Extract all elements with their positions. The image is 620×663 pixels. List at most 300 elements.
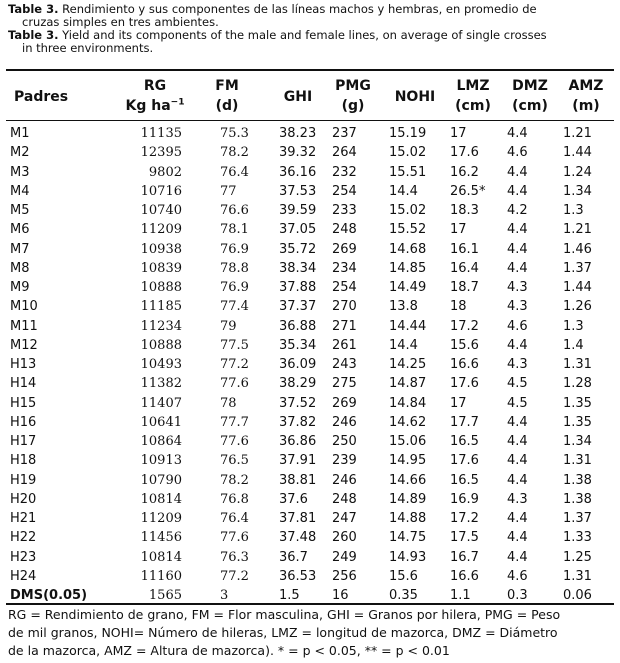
cell-dmz: 4.5 (507, 395, 528, 411)
cell-nohi: 14.44 (389, 318, 427, 334)
cell-dmz: 4.4 (507, 241, 528, 257)
cell-name: H24 (10, 568, 37, 584)
cell-lmz: 16.5 (450, 434, 479, 450)
cell-fm: 78.1 (220, 222, 249, 238)
cell-nohi: 14.66 (389, 472, 427, 488)
cell-name: M6 (10, 222, 30, 238)
cell-fm: 76.3 (220, 549, 249, 565)
cell-rg: 11160 (140, 568, 182, 584)
cell-fm: 77 (220, 183, 237, 199)
cell-amz: 1.21 (563, 126, 592, 142)
cell-nohi: 15.02 (389, 145, 427, 161)
cell-spacer (182, 336, 220, 355)
cell-lmz: 16.4 (450, 260, 479, 276)
cell-nohi: 15.06 (389, 434, 427, 450)
cell-amz: 1.44 (563, 280, 592, 296)
cell-name: H13 (10, 357, 37, 373)
cell-lmz: 17.2 (450, 511, 479, 527)
cell-ghi: 39.32 (279, 145, 317, 161)
cell-ghi: 39.59 (279, 203, 317, 219)
cell-lmz: 15.6 (450, 337, 479, 353)
table-row (10, 278, 613, 297)
cell-fm: 78.2 (220, 145, 249, 161)
cell-pmg: 233 (332, 203, 357, 219)
cell-ghi: 38.34 (279, 260, 317, 276)
cell-ghi: 36.7 (279, 549, 308, 565)
cell-rg: 10740 (140, 203, 182, 219)
cell-name: M10 (10, 299, 38, 315)
cell-dmz: 4.3 (507, 280, 528, 296)
header-fm-line-2: (d) (215, 98, 239, 114)
cell-pmg: 264 (332, 145, 357, 161)
cell-pmg: 248 (332, 491, 357, 507)
cell-pmg: 271 (332, 318, 357, 334)
cell-amz: 1.38 (563, 491, 592, 507)
cell-pmg: 269 (332, 395, 357, 411)
cell-pmg: 246 (332, 472, 357, 488)
table-row (10, 509, 613, 528)
table-row (10, 432, 613, 451)
table-row (10, 374, 613, 393)
cell-lmz: 16.2 (450, 164, 479, 180)
cell-ghi: 36.53 (279, 568, 317, 584)
cell-dmz: 4.4 (507, 549, 528, 565)
cell-amz: 1.35 (563, 395, 592, 411)
cell-pmg: 237 (332, 126, 357, 142)
cell-pmg: 232 (332, 164, 357, 180)
cell-pmg: 247 (332, 511, 357, 527)
cell-spacer (182, 163, 220, 182)
header-rg-line-1: RG (143, 78, 167, 94)
cell-name: H19 (10, 472, 37, 488)
cell-name: H16 (10, 414, 37, 430)
table-row (10, 413, 613, 432)
cell-fm: 76.4 (220, 164, 249, 180)
header-fm-line-1: FM (215, 78, 239, 94)
cell-pmg: 254 (332, 183, 357, 199)
caption-en-text-1: Yield and its components of the male and female lines, on average of single crosses (58, 28, 547, 42)
header-rg (110, 76, 200, 118)
header-lmz-line-2: (cm) (455, 98, 491, 114)
cell-nohi: 14.88 (389, 511, 427, 527)
cell-nohi: 0.35 (389, 588, 418, 604)
cell-name: M8 (10, 260, 30, 276)
cell-ghi: 36.86 (279, 434, 317, 450)
cell-amz: 1.37 (563, 511, 592, 527)
cell-spacer (182, 355, 220, 374)
cell-rg: 9802 (148, 164, 182, 180)
cell-pmg: 275 (332, 376, 357, 392)
caption-es-label: Table 3. (8, 2, 59, 16)
cell-lmz: 17.6 (450, 145, 479, 161)
cell-name: DMS(0.05) (10, 588, 88, 604)
table-row (10, 336, 613, 355)
cell-nohi: 15.19 (389, 126, 427, 142)
cell-ghi: 37.91 (279, 453, 317, 469)
header-pmg-line-1: PMG (335, 78, 371, 94)
header-dmz-line-1: DMZ (512, 78, 548, 94)
cell-fm: 76.8 (220, 491, 249, 507)
cell-lmz: 16.7 (450, 549, 479, 565)
table-header-rule (6, 120, 614, 121)
cell-name: M9 (10, 280, 30, 296)
cell-fm: 76.9 (220, 280, 249, 296)
cell-amz: 1.25 (563, 549, 592, 565)
cell-pmg: 239 (332, 453, 357, 469)
cell-nohi: 14.25 (389, 357, 427, 373)
header-rg-line-2 (110, 96, 200, 116)
cell-pmg: 260 (332, 530, 357, 546)
cell-name: M5 (10, 203, 30, 219)
cell-rg: 1565 (148, 588, 182, 604)
table-row (10, 451, 613, 470)
cell-lmz: 18 (450, 299, 467, 315)
cell-dmz: 4.6 (507, 568, 528, 584)
cell-amz: 1.38 (563, 472, 592, 488)
cell-amz: 1.28 (563, 376, 592, 392)
cell-rg: 10641 (140, 414, 182, 430)
cell-rg: 10913 (140, 453, 182, 469)
cell-rg: 11456 (140, 530, 182, 546)
cell-lmz: 16.5 (450, 472, 479, 488)
header-dmz-line-2: (cm) (512, 98, 548, 114)
cell-ghi: 36.09 (279, 357, 317, 373)
cell-name: H21 (10, 511, 37, 527)
cell-nohi: 14.95 (389, 453, 427, 469)
cell-lmz: 18.7 (450, 280, 479, 296)
cell-spacer (182, 413, 220, 432)
cell-dmz: 4.6 (507, 145, 528, 161)
cell-lmz: 18.3 (450, 203, 479, 219)
header-amz-line-2: (m) (572, 98, 600, 114)
cell-name: H15 (10, 395, 37, 411)
cell-nohi: 14.49 (389, 280, 427, 296)
cell-rg: 10938 (140, 241, 182, 257)
header-padres: Padres (14, 89, 69, 105)
cell-lmz: 17.7 (450, 414, 479, 430)
cell-dmz: 4.4 (507, 164, 528, 180)
cell-dmz: 4.3 (507, 299, 528, 315)
cell-rg: 10888 (140, 280, 182, 296)
header-ghi: GHI (283, 89, 313, 105)
cell-rg: 10790 (140, 472, 182, 488)
table-row (10, 355, 613, 374)
cell-ghi: 36.16 (279, 164, 317, 180)
cell-spacer (182, 201, 220, 220)
cell-amz: 0.06 (563, 588, 592, 604)
cell-name: M4 (10, 183, 30, 199)
cell-rg: 11407 (140, 395, 182, 411)
cell-name: H17 (10, 434, 37, 450)
cell-pmg: 248 (332, 222, 357, 238)
cell-amz: 1.34 (563, 183, 592, 199)
cell-spacer (182, 278, 220, 297)
footnote-line-3: de la mazorca, AMZ = Altura de mazorca). * = p < 0.05, ** = p < 0.01 (8, 643, 450, 658)
cell-spacer (182, 394, 220, 413)
cell-dmz: 4.4 (507, 337, 528, 353)
cell-fm: 78.8 (220, 260, 249, 276)
cell-lmz: 17.6 (450, 376, 479, 392)
cell-spacer (182, 451, 220, 470)
cell-pmg: 254 (332, 280, 357, 296)
cell-spacer (182, 124, 220, 143)
cell-ghi: 37.37 (279, 299, 317, 315)
table-bottom-rule (6, 603, 614, 605)
cell-name: H22 (10, 530, 37, 546)
cell-lmz: 17.2 (450, 318, 479, 334)
cell-amz: 1.21 (563, 222, 592, 238)
cell-name: M11 (10, 318, 38, 334)
cell-amz: 1.31 (563, 568, 592, 584)
cell-spacer (182, 567, 220, 586)
cell-nohi: 15.6 (389, 568, 418, 584)
cell-lmz: 17 (450, 395, 467, 411)
cell-lmz: 17 (450, 126, 467, 142)
header-fm (207, 76, 247, 118)
cell-lmz: 16.9 (450, 491, 479, 507)
table-row (10, 240, 613, 259)
cell-nohi: 15.51 (389, 164, 427, 180)
table-row (10, 297, 613, 316)
cell-dmz: 4.4 (507, 126, 528, 142)
cell-dmz: 4.4 (507, 260, 528, 276)
cell-ghi: 37.52 (279, 395, 317, 411)
header-amz-line-1: AMZ (568, 78, 604, 94)
header-lmz (451, 76, 495, 118)
cell-ghi: 37.81 (279, 511, 317, 527)
cell-pmg: 16 (332, 588, 349, 604)
cell-amz: 1.3 (563, 203, 584, 219)
cell-rg: 10864 (140, 434, 182, 450)
cell-ghi: 37.6 (279, 491, 308, 507)
footnote-line-1: RG = Rendimiento de grano, FM = Flor masculina, GHI = Granos por hilera, PMG = Peso (8, 607, 561, 622)
cell-fm: 77.6 (220, 530, 249, 546)
footnote-line-2: de mil granos, NOHI= Número de hileras, LMZ = longitud de mazorca, DMZ = Diámetro (8, 625, 558, 640)
header-rg-superscript: −1 (170, 97, 185, 108)
cell-ghi: 37.88 (279, 280, 317, 296)
cell-name: H14 (10, 376, 37, 392)
table-row (10, 259, 613, 278)
cell-fm: 79 (220, 318, 237, 334)
cell-nohi: 14.68 (389, 241, 427, 257)
cell-amz: 1.26 (563, 299, 592, 315)
table-row (10, 567, 613, 586)
cell-ghi: 38.29 (279, 376, 317, 392)
caption-en-label: Table 3. (8, 28, 59, 42)
cell-pmg: 249 (332, 549, 357, 565)
table-row (10, 548, 613, 567)
cell-lmz: 17.6 (450, 453, 479, 469)
cell-fm: 77.7 (220, 414, 249, 430)
cell-dmz: 4.4 (507, 511, 528, 527)
cell-fm: 75.3 (220, 126, 249, 142)
cell-nohi: 14.85 (389, 260, 427, 276)
cell-nohi: 15.52 (389, 222, 427, 238)
cell-spacer (182, 548, 220, 567)
cell-pmg: 234 (332, 260, 357, 276)
table-row (10, 201, 613, 220)
header-lmz-line-1: LMZ (456, 78, 490, 94)
table-row (10, 220, 613, 239)
cell-amz: 1.35 (563, 414, 592, 430)
cell-fm: 76.4 (220, 511, 249, 527)
table-row (10, 394, 613, 413)
cell-dmz: 4.4 (507, 222, 528, 238)
cell-amz: 1.33 (563, 530, 592, 546)
cell-spacer (182, 317, 220, 336)
cell-nohi: 14.93 (389, 549, 427, 565)
cell-fm: 76.6 (220, 203, 249, 219)
cell-pmg: 269 (332, 241, 357, 257)
cell-pmg: 246 (332, 414, 357, 430)
table-row (10, 143, 613, 162)
cell-ghi: 35.72 (279, 241, 317, 257)
table-row (10, 490, 613, 509)
cell-rg: 12395 (140, 145, 182, 161)
cell-spacer (182, 374, 220, 393)
cell-ghi: 36.88 (279, 318, 317, 334)
cell-rg: 10888 (140, 337, 182, 353)
cell-ghi: 37.53 (279, 183, 317, 199)
cell-fm: 78 (220, 395, 237, 411)
table-row (10, 528, 613, 547)
cell-fm: 3 (220, 588, 229, 604)
cell-fm: 77.4 (220, 299, 249, 315)
cell-spacer (182, 509, 220, 528)
cell-amz: 1.31 (563, 453, 592, 469)
table-top-rule (6, 69, 614, 71)
table-row (10, 182, 613, 201)
cell-ghi: 35.34 (279, 337, 317, 353)
cell-rg: 10814 (140, 491, 182, 507)
table-row (10, 124, 613, 143)
cell-spacer (182, 259, 220, 278)
cell-rg: 10839 (140, 260, 182, 276)
table-row (10, 471, 613, 490)
cell-rg: 11135 (140, 126, 182, 142)
cell-spacer (182, 528, 220, 547)
data-table (10, 124, 613, 605)
cell-spacer (182, 143, 220, 162)
cell-ghi: 1.5 (279, 588, 300, 604)
cell-lmz: 16.1 (450, 241, 479, 257)
cell-dmz: 4.4 (507, 530, 528, 546)
cell-dmz: 4.4 (507, 472, 528, 488)
cell-spacer (182, 297, 220, 316)
cell-dmz: 4.3 (507, 491, 528, 507)
cell-fm: 77.6 (220, 434, 249, 450)
cell-dmz: 4.4 (507, 434, 528, 450)
cell-ghi: 37.05 (279, 222, 317, 238)
cell-spacer (182, 182, 220, 201)
cell-rg: 11209 (140, 222, 182, 238)
cell-nohi: 13.8 (389, 299, 418, 315)
cell-lmz: 17.5 (450, 530, 479, 546)
cell-nohi: 15.02 (389, 203, 427, 219)
cell-amz: 1.44 (563, 145, 592, 161)
cell-dmz: 4.6 (507, 318, 528, 334)
cell-rg: 11382 (140, 376, 182, 392)
cell-nohi: 14.89 (389, 491, 427, 507)
cell-rg: 10814 (140, 549, 182, 565)
cell-fm: 77.5 (220, 337, 249, 353)
header-rg-unit: Kg ha (125, 98, 171, 114)
cell-dmz: 4.4 (507, 414, 528, 430)
cell-spacer (182, 471, 220, 490)
cell-rg: 11185 (140, 299, 182, 315)
cell-nohi: 14.87 (389, 376, 427, 392)
cell-spacer (182, 490, 220, 509)
cell-amz: 1.37 (563, 260, 592, 276)
cell-amz: 1.3 (563, 318, 584, 334)
cell-name: H20 (10, 491, 37, 507)
cell-dmz: 4.2 (507, 203, 528, 219)
table-row (10, 163, 613, 182)
cell-ghi: 37.82 (279, 414, 317, 430)
cell-pmg: 250 (332, 434, 357, 450)
table-caption (8, 3, 614, 55)
cell-spacer (182, 432, 220, 451)
cell-ghi: 38.81 (279, 472, 317, 488)
cell-rg: 10716 (140, 183, 182, 199)
cell-fm: 78.2 (220, 472, 249, 488)
cell-nohi: 14.75 (389, 530, 427, 546)
cell-dmz: 4.5 (507, 376, 528, 392)
cell-rg: 11209 (140, 511, 182, 527)
cell-dmz: 4.4 (507, 183, 528, 199)
header-pmg-line-2: (g) (341, 98, 365, 114)
cell-dmz: 4.4 (507, 453, 528, 469)
caption-es-text-2: cruzas simples en tres ambientes. (22, 15, 219, 29)
table-footnote (8, 606, 618, 660)
cell-pmg: 256 (332, 568, 357, 584)
cell-ghi: 38.23 (279, 126, 317, 142)
header-pmg (331, 76, 375, 118)
cell-pmg: 270 (332, 299, 357, 315)
cell-rg: 10493 (140, 357, 182, 373)
cell-dmz: 4.3 (507, 357, 528, 373)
cell-name: M7 (10, 241, 30, 257)
cell-lmz: 16.6 (450, 357, 479, 373)
cell-name: M1 (10, 126, 30, 142)
cell-fm: 76.9 (220, 241, 249, 257)
cell-lmz: 1.1 (450, 588, 471, 604)
cell-amz: 1.34 (563, 434, 592, 450)
cell-nohi: 14.4 (389, 183, 418, 199)
cell-nohi: 14.4 (389, 337, 418, 353)
caption-es-text-1: Rendimiento y sus componentes de las líneas machos y hembras, en promedio de (58, 2, 537, 16)
cell-name: M3 (10, 164, 30, 180)
cell-lmz: 26.5* (450, 183, 486, 199)
header-amz (564, 76, 608, 118)
cell-name: H18 (10, 453, 37, 469)
cell-amz: 1.24 (563, 164, 592, 180)
cell-rg: 11234 (140, 318, 182, 334)
table-body (10, 124, 613, 605)
table-row (10, 317, 613, 336)
cell-lmz: 17 (450, 222, 467, 238)
cell-fm: 76.5 (220, 453, 249, 469)
header-dmz (508, 76, 552, 118)
cell-amz: 1.46 (563, 241, 592, 257)
header-nohi: NOHI (394, 89, 436, 105)
cell-amz: 1.4 (563, 337, 584, 353)
cell-name: H23 (10, 549, 37, 565)
cell-fm: 77.2 (220, 357, 249, 373)
caption-en-text-2: in three environments. (22, 41, 154, 55)
cell-amz: 1.31 (563, 357, 592, 373)
cell-lmz: 16.6 (450, 568, 479, 584)
